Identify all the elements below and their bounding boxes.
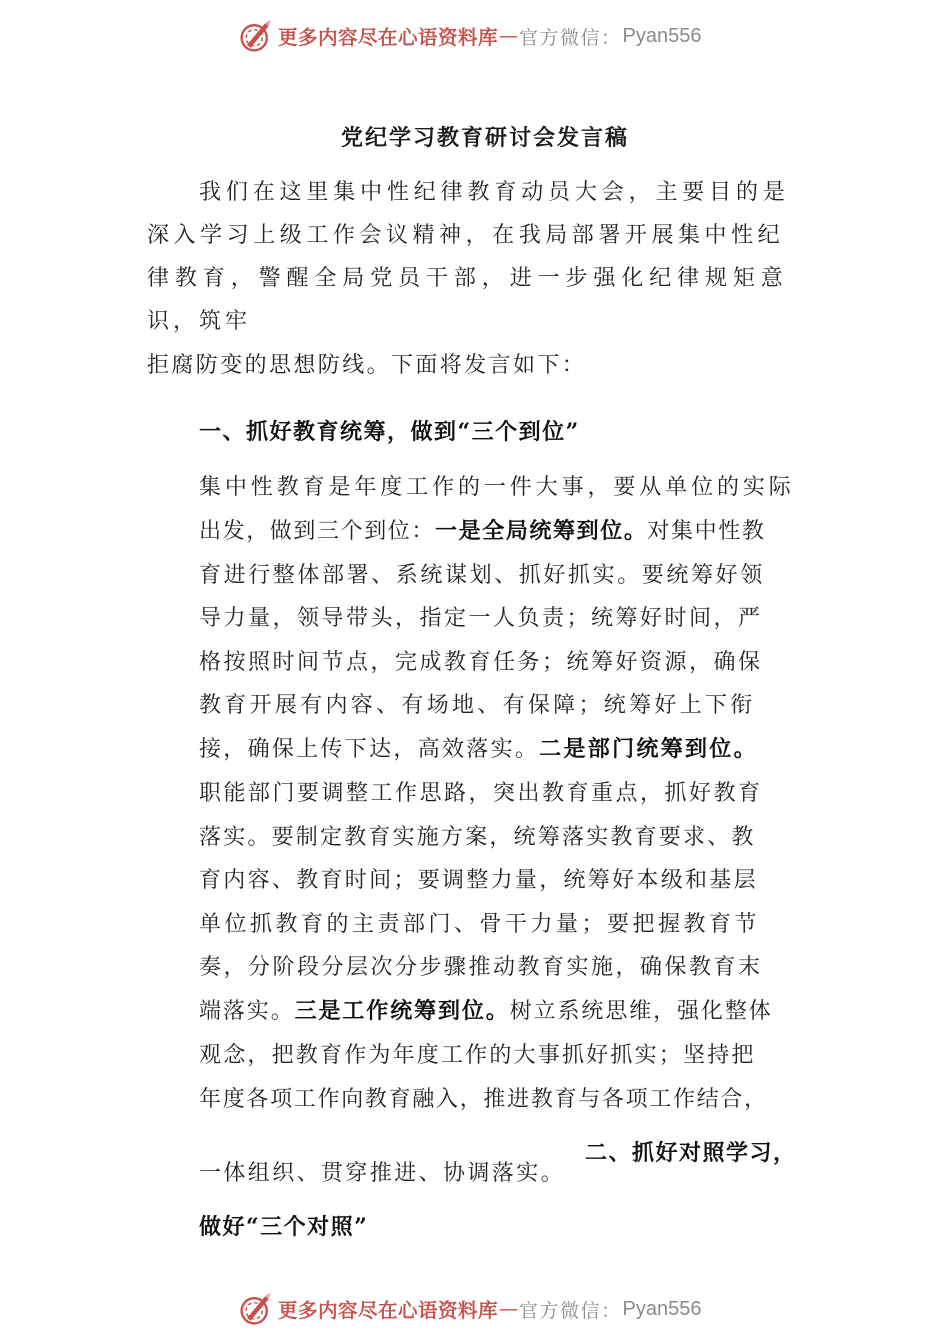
section-1-line-7-text-a: 接，确保上传下达，高效落实。 (199, 737, 540, 762)
section-1-line-5: 格按照时间节点，完成教育任务；统筹好资源，确保 (199, 650, 763, 675)
document-title: 党纪学习教育研讨会发言稿 (340, 125, 629, 151)
section-1-line-13-text-a: 端落实。 (199, 999, 295, 1024)
intro-line-2: 深入学习上级工作会议精神，在我局部署开展集中性纪 (147, 223, 785, 248)
section-1-line-12: 奏，分阶段分层次分步骤推动教育实施，确保教育末 (199, 955, 763, 980)
point-three-bold: 三是工作统筹到位。 (294, 999, 510, 1024)
ink-brush-logo-icon (238, 1291, 274, 1327)
section-1-line-10: 育内容、教育时间；要调整力量，统筹好本级和基层 (199, 868, 758, 893)
section-1-line-16: 一体组织、贯穿推进、协调落实。 (199, 1161, 566, 1186)
section-1-line-13-text-c: 树立系统思维，强化整体 (509, 999, 773, 1024)
watermark-contact-id: Pyan556 (622, 24, 702, 47)
intro-line-1: 我们在这里集中性纪律教育动员大会，主要目的是 (199, 180, 790, 205)
section-1-line-6: 教育开展有内容、有场地、有保障；统筹好上下衔 (199, 693, 756, 718)
section-1-line-11: 单位抓教育的主责部门、骨干力量；要把握教育节 (199, 912, 761, 937)
section-2-heading-part-1: 二、抓好对照学习， (585, 1140, 797, 1166)
watermark-brand-text: 更多内容尽在心语资料库 (278, 1299, 499, 1322)
section-1-line-4: 导力量，领导带头，指定一人负责；统筹好时间，严 (199, 606, 763, 631)
intro-line-3: 律教育，警醒全局党员干部，进一步强化纪律规矩意 (147, 266, 789, 291)
watermark-footer (238, 1289, 702, 1329)
section-2-heading-part-2: 做好“三个对照” (199, 1214, 369, 1240)
section-1-line-8: 职能部门要调整工作思路，突出教育重点，抓好教育 (199, 781, 763, 806)
point-two-bold: 二是部门统筹到位。 (539, 737, 758, 762)
ink-brush-logo-icon (238, 18, 274, 54)
section-1-line-13 (199, 997, 773, 1027)
watermark-dash: — (499, 25, 519, 47)
watermark-contact-id: Pyan556 (622, 1297, 702, 1320)
watermark-contact-text: 官方微信： (519, 1299, 622, 1322)
intro-line-5: 拒腐防变的思想防线。下面将发言如下： (147, 353, 587, 378)
watermark-header (238, 16, 702, 56)
section-1-line-1: 集中性教育是年度工作的一件大事，要从单位的实际 (199, 475, 795, 500)
point-one-bold: 一是全局统筹到位。 (435, 519, 648, 544)
section-1-line-7 (199, 735, 758, 765)
section-1-line-14: 观念，把教育作为年度工作的大事抓好抓实；坚持把 (199, 1043, 756, 1068)
watermark-contact-text: 官方微信： (519, 26, 622, 49)
section-1-line-9: 落实。要制定教育实施方案，统筹落实教育要求、教 (199, 825, 756, 850)
watermark-brand-text: 更多内容尽在心语资料库 (278, 26, 499, 49)
watermark-dash: — (499, 1298, 519, 1320)
section-1-line-2 (199, 517, 765, 547)
section-1-line-3: 育进行整体部署、系统谋划、抓好抓实。要统筹好领 (199, 563, 765, 588)
section-1-line-2-text-c: 对集中性教 (647, 519, 766, 544)
section-1-line-2-text-a: 出发，做到三个到位： (199, 519, 436, 544)
intro-line-4: 识，筑牢 (147, 309, 252, 334)
section-1-line-15: 年度各项工作向教育融入，推进教育与各项工作结合， (199, 1087, 768, 1112)
section-1-heading: 一、抓好教育统筹，做到“三个到位” (199, 419, 580, 445)
